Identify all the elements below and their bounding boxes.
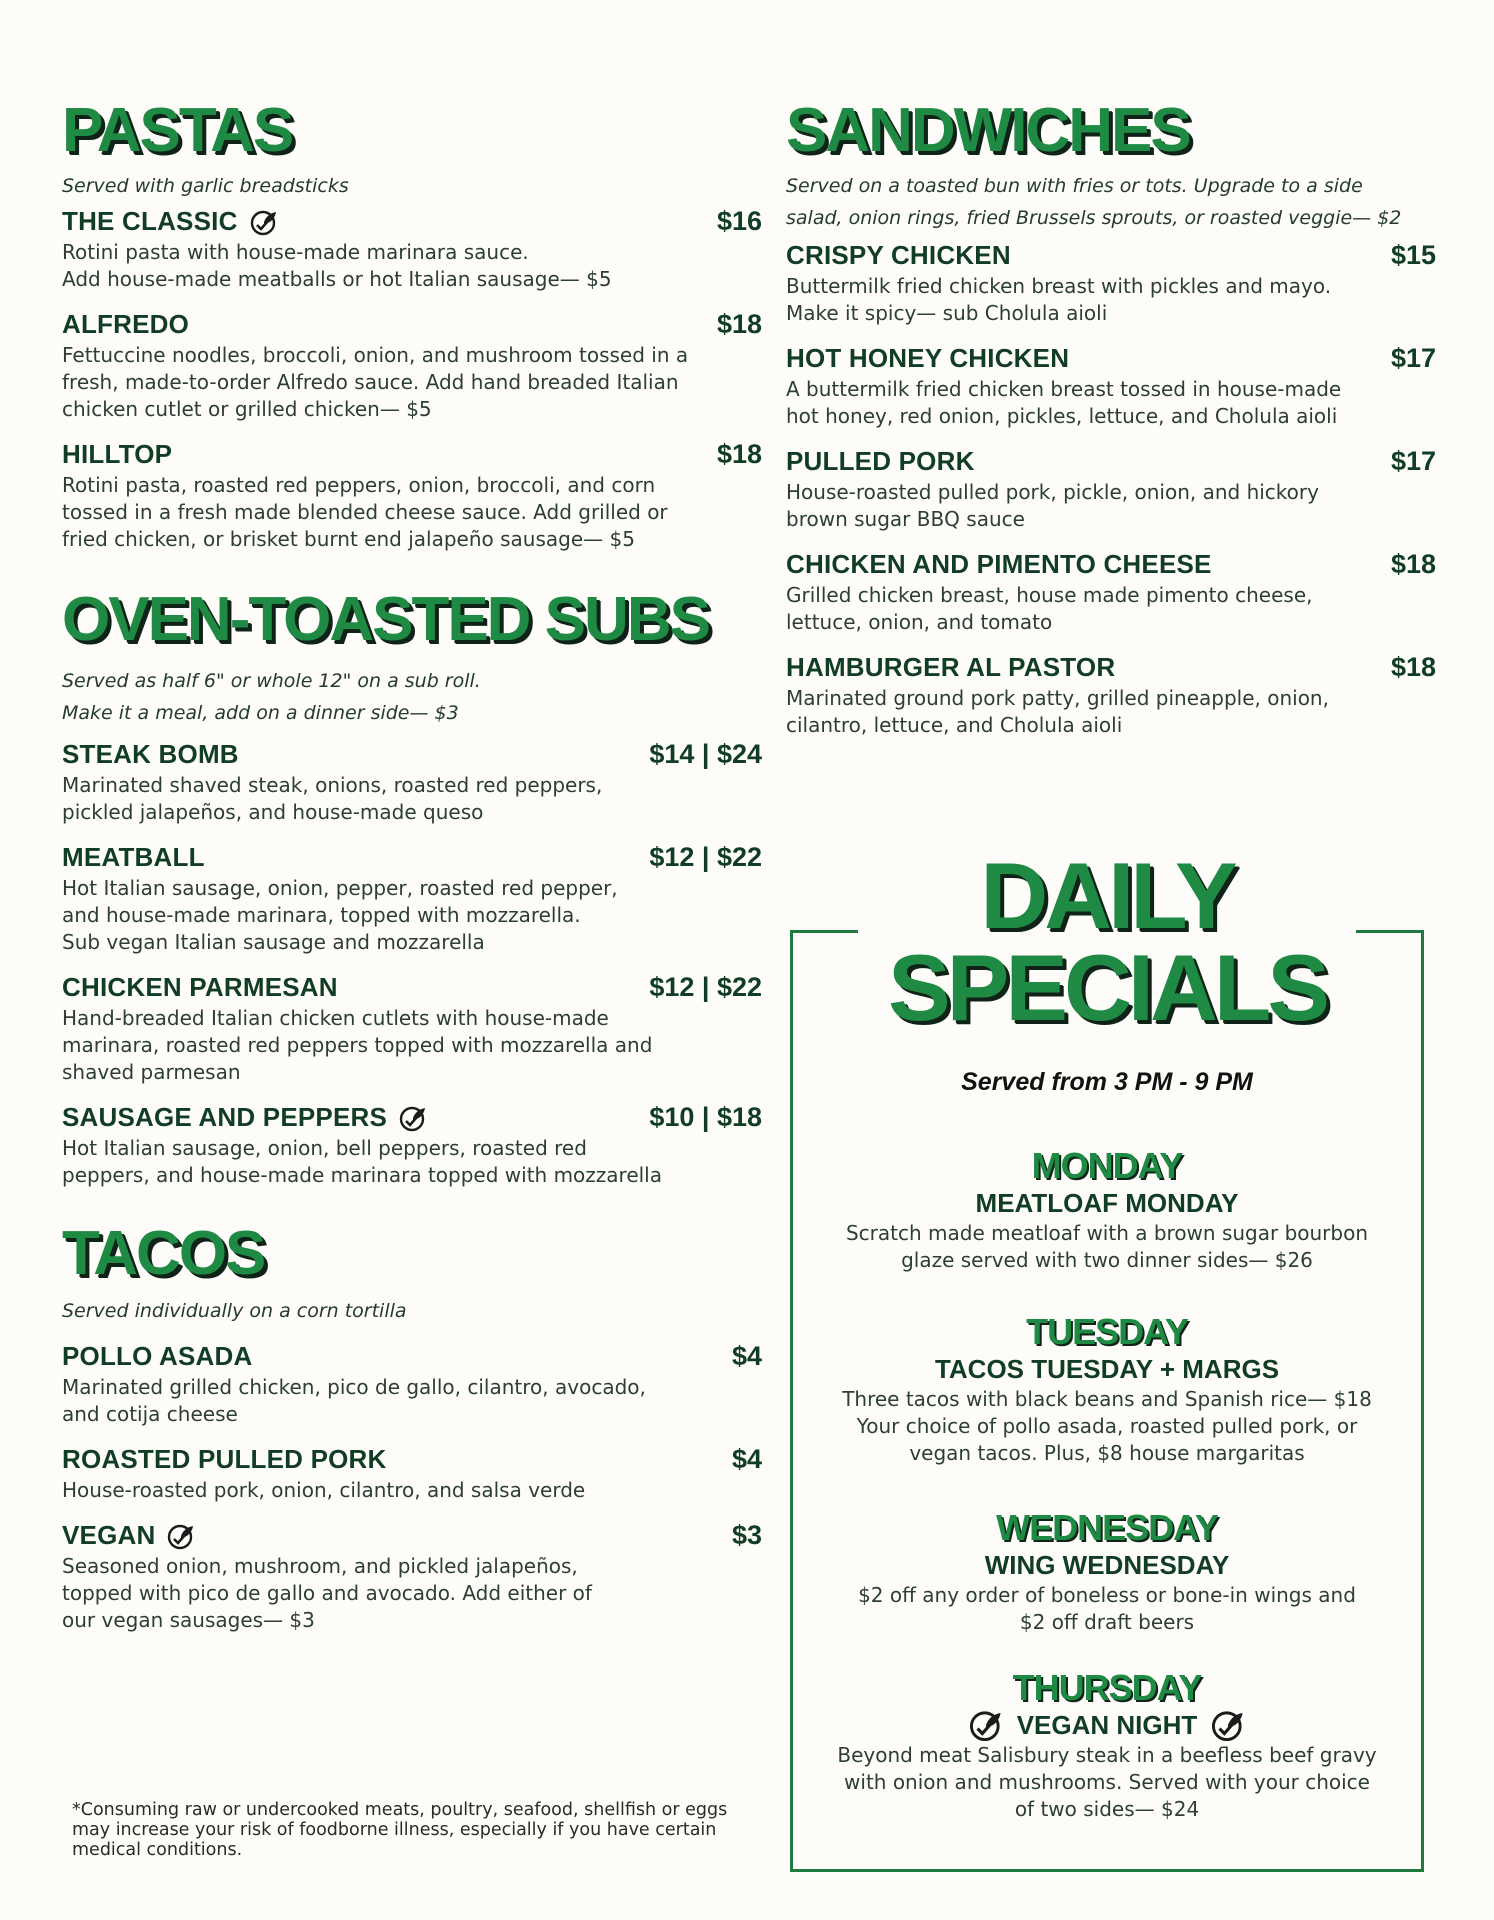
menu-item bbox=[62, 1102, 762, 1189]
menu-item bbox=[786, 240, 1436, 327]
item-description: Rotini pasta with house-made marinara sauce. Add house-made meatballs or hot Italian sausage— $5 bbox=[62, 240, 612, 291]
item-description: Hot Italian sausage, onion, pepper, roasted red pepper, and house-made marinara, topped with mozzarella. Sub vegan Italian sausage and mozzarella bbox=[62, 876, 618, 954]
item-price: $18 bbox=[716, 309, 762, 339]
item-price: $17 bbox=[1390, 446, 1436, 476]
menu-item bbox=[62, 739, 762, 826]
item-price: $3 bbox=[731, 1520, 762, 1550]
pastas-title: PASTAS bbox=[62, 96, 293, 165]
menu-item bbox=[786, 343, 1436, 430]
day-special-name bbox=[790, 1352, 1424, 1386]
day-name: TUESDAY bbox=[1026, 1311, 1188, 1352]
item-description: A buttermilk fried chicken breast tossed in house-made hot honey, red onion, pickles, lettuce, and Cholula aioli bbox=[786, 377, 1342, 428]
day-special-name bbox=[790, 1186, 1424, 1220]
vegan-leaf-icon bbox=[1211, 1708, 1245, 1742]
daily-specials-title-line-2: SPECIALS bbox=[887, 935, 1327, 1040]
item-name: PULLED PORK bbox=[786, 446, 975, 476]
vegan-leaf-icon bbox=[969, 1708, 1003, 1742]
item-description: Fettuccine noodles, broccoli, onion, and mushroom tossed in a fresh, made-to-order Alfredo sauce. Add hand breaded Italian chicken cutlet or grilled chicken— $5 bbox=[62, 343, 689, 421]
special-day bbox=[790, 1668, 1424, 1823]
item-description: Hot Italian sausage, onion, bell peppers, roasted red peppers, and house-made marinara topped with mozzarella bbox=[62, 1136, 662, 1187]
day-special-name bbox=[790, 1548, 1424, 1582]
tacos-subtitle: Served individually on a corn tortilla bbox=[62, 1300, 407, 1322]
special-day bbox=[790, 1312, 1424, 1467]
food-safety-disclaimer: *Consuming raw or undercooked meats, poultry, seafood, shellfish or eggs may increase your risk of foodborne illness, especially if you have certain medical conditions. bbox=[72, 1800, 728, 1860]
item-price: $17 bbox=[1390, 343, 1436, 373]
menu-item bbox=[62, 439, 762, 553]
special-day bbox=[790, 1146, 1424, 1274]
pastas-section bbox=[62, 96, 762, 553]
subs-section bbox=[62, 585, 762, 1189]
day-description: Beyond meat Salisbury steak in a beefless beef gravy with onion and mushrooms. Served with your choice of two sides— $24 bbox=[837, 1743, 1377, 1821]
vegan-leaf-icon bbox=[167, 1522, 195, 1550]
day-name: THURSDAY bbox=[1012, 1667, 1202, 1708]
item-price: $10 | $18 bbox=[649, 1102, 762, 1132]
sandwiches-title: SANDWICHES bbox=[786, 96, 1190, 165]
day-description: $2 off any order of boneless or bone-in wings and $2 off draft beers bbox=[858, 1583, 1356, 1634]
menu-item bbox=[786, 446, 1436, 533]
day-name: MONDAY bbox=[1031, 1145, 1183, 1186]
item-name: SAUSAGE AND PEPPERS bbox=[62, 1102, 388, 1132]
item-name: HAMBURGER AL PASTOR bbox=[786, 652, 1116, 682]
item-description: Marinated shaved steak, onions, roasted red peppers, pickled jalapeños, and house-made queso bbox=[62, 773, 603, 824]
day-special-label: TACOS TUESDAY + MARGS bbox=[934, 1354, 1280, 1384]
item-name: CHICKEN AND PIMENTO CHEESE bbox=[786, 549, 1212, 579]
day-special-label: VEGAN NIGHT bbox=[1016, 1710, 1198, 1740]
daily-specials-title-line-1: DAILY bbox=[980, 843, 1234, 948]
item-price: $16 bbox=[716, 206, 762, 236]
item-description: House-roasted pulled pork, pickle, onion, and hickory brown sugar BBQ sauce bbox=[786, 480, 1319, 531]
sandwiches-subtitle: Served on a toasted bun with fries or tots. Upgrade to a side salad, onion rings, fried Brussels sprouts, or roasted veggie— $2 bbox=[786, 175, 1402, 229]
menu-item bbox=[62, 842, 762, 956]
menu-item bbox=[62, 1520, 762, 1634]
item-price: $18 bbox=[1390, 652, 1436, 682]
right-column bbox=[786, 96, 1436, 739]
item-name: VEGAN bbox=[62, 1520, 156, 1550]
day-description: Scratch made meatloaf with a brown sugar bourbon glaze served with two dinner sides— $26 bbox=[845, 1221, 1369, 1272]
item-description: Hand-breaded Italian chicken cutlets with house-made marinara, roasted red peppers topped with mozzarella and shaved parmesan bbox=[62, 1006, 653, 1084]
item-price: $18 bbox=[716, 439, 762, 469]
day-description: Three tacos with black beans and Spanish rice— $18 Your choice of pollo asada, roasted pulled pork, or vegan tacos. Plus, $8 house margaritas bbox=[842, 1387, 1372, 1465]
item-description: Marinated ground pork patty, grilled pineapple, onion, cilantro, lettuce, and Cholula aioli bbox=[786, 686, 1329, 737]
pastas-subtitle: Served with garlic breadsticks bbox=[62, 175, 349, 197]
subs-title: OVEN-TOASTED SUBS bbox=[62, 585, 709, 654]
subs-subtitle-line-2: Make it a meal, add on a dinner side— $3 bbox=[62, 702, 459, 724]
item-name: THE CLASSIC bbox=[62, 206, 238, 236]
item-name: ALFREDO bbox=[62, 309, 190, 339]
left-column bbox=[62, 96, 762, 1634]
item-description: Grilled chicken breast, house made pimento cheese, lettuce, onion, and tomato bbox=[786, 583, 1313, 634]
menu-item bbox=[786, 549, 1436, 636]
subs-subtitle bbox=[62, 665, 762, 729]
sandwiches-section bbox=[786, 96, 1436, 739]
subs-subtitle-line-1: Served as half 6" or whole 12" on a sub roll. bbox=[62, 670, 481, 692]
menu-item bbox=[62, 206, 762, 293]
item-price: $18 bbox=[1390, 549, 1436, 579]
vegan-leaf-icon bbox=[399, 1104, 427, 1132]
tacos-section bbox=[62, 1219, 762, 1634]
item-description: Buttermilk fried chicken breast with pickles and mayo. Make it spicy— sub Cholula aioli bbox=[786, 274, 1332, 325]
daily-specials-title bbox=[790, 843, 1424, 1040]
item-name: POLLO ASADA bbox=[62, 1341, 253, 1371]
specials-served-hours: Served from 3 PM - 9 PM bbox=[961, 1068, 1253, 1096]
item-name: HOT HONEY CHICKEN bbox=[786, 343, 1070, 373]
tacos-title: TACOS bbox=[62, 1219, 265, 1288]
vegan-leaf-icon bbox=[250, 208, 278, 236]
item-description: Seasoned onion, mushroom, and pickled jalapeños, topped with pico de gallo and avocado. Add either of our vegan sausages— $3 bbox=[62, 1554, 592, 1632]
item-price: $4 bbox=[731, 1341, 762, 1371]
item-name: CHICKEN PARMESAN bbox=[62, 972, 338, 1002]
item-description: Rotini pasta, roasted red peppers, onion, broccoli, and corn tossed in a fresh made blended cheese sauce. Add grilled or fried chicken, or brisket burnt end jalapeño sausage— $5 bbox=[62, 473, 668, 551]
item-name: CRISPY CHICKEN bbox=[786, 240, 1011, 270]
item-price: $12 | $22 bbox=[649, 842, 762, 872]
item-description: Marinated grilled chicken, pico de gallo, cilantro, avocado, and cotija cheese bbox=[62, 1375, 646, 1426]
item-price: $12 | $22 bbox=[649, 972, 762, 1002]
item-price: $15 bbox=[1390, 240, 1436, 270]
day-name: WEDNESDAY bbox=[996, 1507, 1218, 1548]
menu-item bbox=[786, 652, 1436, 739]
menu-item bbox=[62, 309, 762, 423]
day-special-label: MEATLOAF MONDAY bbox=[975, 1188, 1239, 1218]
item-price: $4 bbox=[731, 1444, 762, 1474]
day-special-name bbox=[790, 1708, 1424, 1742]
special-day bbox=[790, 1508, 1424, 1636]
item-name: MEATBALL bbox=[62, 842, 205, 872]
item-price: $14 | $24 bbox=[649, 739, 762, 769]
item-description: House-roasted pork, onion, cilantro, and salsa verde bbox=[62, 1478, 586, 1502]
menu-item bbox=[62, 1341, 762, 1428]
item-name: STEAK BOMB bbox=[62, 739, 239, 769]
day-special-label: WING WEDNESDAY bbox=[984, 1550, 1230, 1580]
menu-item bbox=[62, 1444, 762, 1504]
item-name: ROASTED PULLED PORK bbox=[62, 1444, 387, 1474]
menu-item bbox=[62, 972, 762, 1086]
item-name: HILLTOP bbox=[62, 439, 173, 469]
